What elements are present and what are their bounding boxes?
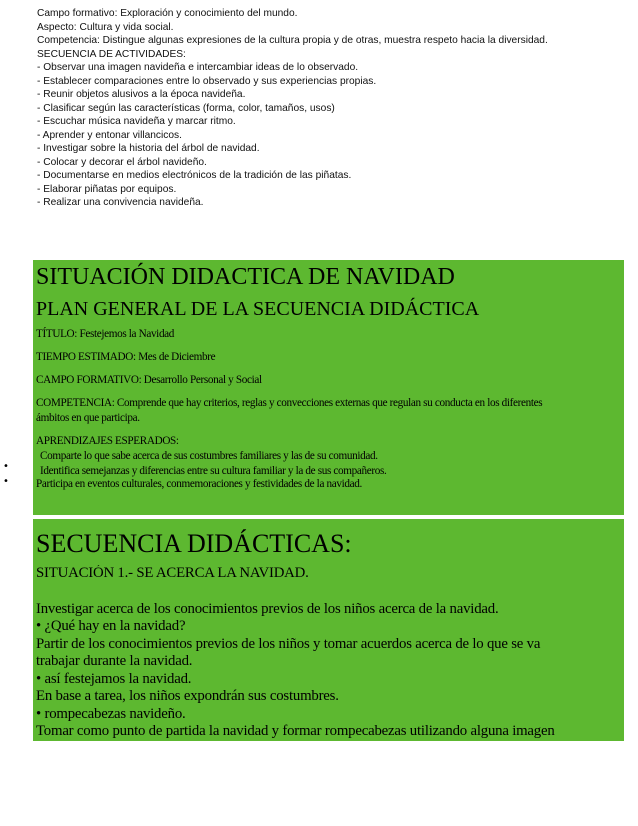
activity-item: - Elaborar piñatas por equipos.: [37, 183, 177, 195]
aprendizaje-item: Identifica semejanzas y diferencias entre su cultura familiar y la de sus compañeros.: [40, 465, 387, 477]
activity-item: - Reunir objetos alusivos a la época navideña.: [37, 89, 246, 100]
activity-item: - Establecer comparaciones entre lo observado y sus experiencias propias.: [37, 75, 377, 87]
activity-item: - Investigar sobre la historia del árbol de navidad.: [37, 143, 260, 154]
secuencia-title: SECUENCIA DIDÁCTICAS:: [36, 529, 352, 558]
secuencia-line: trabajar durante la navidad.: [36, 653, 193, 669]
aprendizaje-item: Comparte lo que sabe acerca de sus costumbres familiares y las de su comunidad.: [40, 450, 378, 462]
plan-title: SITUACIÓN DIDACTICA DE NAVIDAD: [36, 264, 455, 290]
plan-subtitle: PLAN GENERAL DE LA SECUENCIA DIDÁCTICA: [36, 298, 480, 320]
activity-item: - Observar una imagen navideña e intercambiar ideas de lo observado.: [37, 62, 359, 73]
intro-text-block: [37, 7, 627, 210]
activity-item: - Documentarse en medios electrónicos de la tradición de las piñatas.: [37, 170, 352, 181]
plan-aprendizajes-label: APRENDIZAJES ESPERADOS:: [36, 435, 179, 447]
plan-titulo: TÍTULO: Festejemos la Navidad: [36, 328, 175, 340]
secuencia-line: Partir de los conocimientos previos de los niños y tomar acuerdos acerca de lo que se va: [36, 635, 541, 652]
aprendizaje-item: Participa en eventos culturales, conmemoraciones y festividades de la navidad.: [36, 478, 362, 490]
secuencia-line: En base a tarea, los niños expondrán sus costumbres.: [36, 688, 339, 704]
secuencia-box: [33, 519, 624, 741]
activity-item: - Aprender y entonar villancicos.: [37, 129, 182, 141]
secuencia-line: Investigar acerca de los conocimientos previos de los niños acerca de la navidad.: [36, 600, 499, 617]
intro-line-aspecto: Aspecto: Cultura y vida social.: [37, 21, 174, 33]
secuencia-line: • ¿Qué hay en la navidad?: [36, 618, 186, 634]
bullet-icon: •: [3, 461, 9, 472]
plan-competencia-line1: COMPETENCIA: Comprende que hay criterios, reglas y convecciones externas que regulan su conducta en los diferentes: [36, 397, 543, 409]
intro-line-secuencia: SECUENCIA DE ACTIVIDADES:: [37, 48, 186, 60]
plan-campo: CAMPO FORMATIVO: Desarrollo Personal y Social: [36, 374, 262, 386]
secuencia-line: Tomar como punto de partida la navidad y formar rompecabezas utilizando alguna imagen: [36, 723, 555, 739]
plan-competencia-line2: ámbitos en que participa.: [36, 412, 140, 424]
activity-item: - Clasificar según las características (forma, color, tamaños, usos): [37, 102, 335, 114]
secuencia-line: • rompecabezas navideño.: [36, 705, 186, 722]
intro-line-campo: Campo formativo: Exploración y conocimiento del mundo.: [37, 8, 298, 19]
plan-general-box: [33, 260, 624, 515]
plan-tiempo: TIEMPO ESTIMADO: Mes de Diciembre: [36, 351, 216, 363]
situacion-heading: SITUACIÓN 1.- SE ACERCA LA NAVIDAD.: [36, 565, 309, 581]
intro-line-competencia: Competencia: Distingue algunas expresiones de la cultura propia y de otras, muestra respeto hacia la diversidad.: [37, 35, 548, 46]
activity-item: - Escuchar música navideña y marcar ritmo.: [37, 116, 236, 127]
activity-item: - Realizar una convivencia navideña.: [37, 197, 204, 208]
secuencia-line: • así festejamos la navidad.: [36, 670, 192, 687]
activity-item: - Colocar y decorar el árbol navideño.: [37, 156, 207, 168]
bullet-icon: •: [3, 476, 9, 487]
